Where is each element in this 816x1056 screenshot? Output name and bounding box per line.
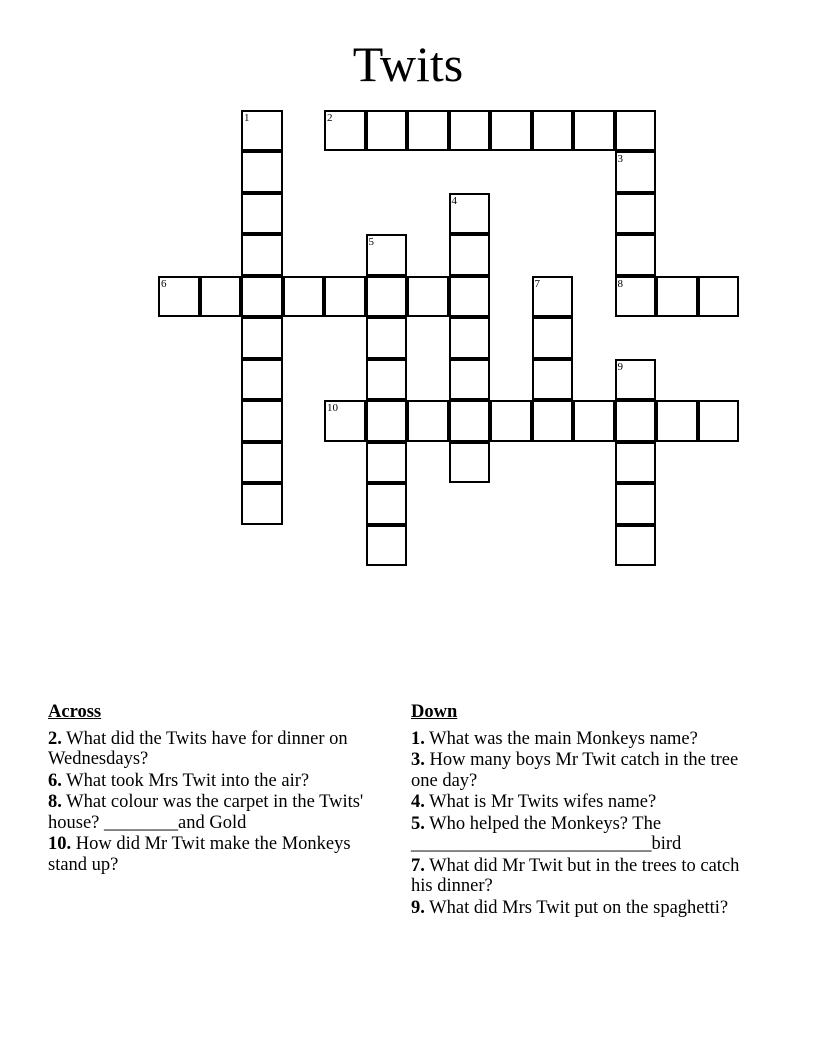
grid-cell[interactable] <box>573 400 615 442</box>
across-clue-8 <box>48 792 378 833</box>
clue-number-label: 7 <box>534 277 540 290</box>
grid-cell[interactable] <box>449 359 491 401</box>
grid-cell[interactable] <box>698 276 740 318</box>
clue-text: What colour was the carpet in the Twits' house? ________and Gold <box>48 792 364 833</box>
grid-cell[interactable] <box>241 234 283 276</box>
clue-text: What was the main Monkeys name? <box>429 728 698 749</box>
clue-number: 7. <box>411 855 425 876</box>
down-clue-9 <box>411 898 756 919</box>
grid-cell[interactable] <box>366 234 408 276</box>
grid-cell[interactable] <box>366 317 408 359</box>
grid-cell[interactable] <box>241 151 283 193</box>
grid-cell[interactable] <box>158 276 200 318</box>
clue-number: 2. <box>48 728 62 749</box>
clue-number: 3. <box>411 750 425 770</box>
puzzle-title: Twits <box>352 36 464 92</box>
across-clue-10 <box>48 834 378 875</box>
clue-number: 8. <box>48 792 62 812</box>
grid-cell[interactable] <box>532 110 574 152</box>
grid-cell[interactable] <box>324 110 366 152</box>
clue-text: What did the Twits have for dinner on Wednesdays? <box>48 728 348 769</box>
clue-text: What did Mr Twit but in the trees to catch his dinner? <box>411 855 740 896</box>
grid-cell[interactable] <box>324 276 366 318</box>
across-clues <box>48 702 378 876</box>
grid-cell[interactable] <box>200 276 242 318</box>
clue-text: What is Mr Twits wifes name? <box>429 792 657 812</box>
grid-cell[interactable] <box>615 442 657 484</box>
clue-number-label: 1 <box>244 111 250 124</box>
grid-cell[interactable] <box>656 276 698 318</box>
clue-number: 1. <box>411 728 425 749</box>
clue-number-label: 6 <box>161 277 167 290</box>
grid-cell[interactable] <box>366 525 408 567</box>
clue-text: How did Mr Twit make the Monkeys stand up? <box>48 834 351 875</box>
grid-cell[interactable] <box>241 400 283 442</box>
clue-number-label: 10 <box>327 402 338 414</box>
grid-cell[interactable] <box>615 400 657 442</box>
clue-text: How many boys Mr Twit catch in the tree one day? <box>411 750 739 791</box>
across-clue-2 <box>48 729 378 770</box>
grid-cell[interactable] <box>241 193 283 235</box>
grid-cell[interactable] <box>615 276 657 318</box>
grid-cell[interactable] <box>366 483 408 525</box>
clue-number: 9. <box>411 897 425 918</box>
grid-cell[interactable] <box>573 110 615 152</box>
grid-cell[interactable] <box>241 483 283 525</box>
grid-cell[interactable] <box>366 442 408 484</box>
grid-cell[interactable] <box>241 442 283 484</box>
grid-cell[interactable] <box>449 234 491 276</box>
grid-cell[interactable] <box>615 193 657 235</box>
grid-cell[interactable] <box>490 400 532 442</box>
grid-cell[interactable] <box>615 483 657 525</box>
clue-number-label: 8 <box>617 277 623 290</box>
grid-cell[interactable] <box>366 110 408 152</box>
grid-cell[interactable] <box>366 359 408 401</box>
grid-cell[interactable] <box>407 276 449 318</box>
grid-cell[interactable] <box>283 276 325 318</box>
grid-cell[interactable] <box>449 193 491 235</box>
down-clues <box>411 702 756 919</box>
down-heading: Down <box>411 702 458 722</box>
grid-cell[interactable] <box>241 110 283 152</box>
grid-cell[interactable] <box>615 359 657 401</box>
clue-number: 6. <box>48 770 62 791</box>
grid-cell[interactable] <box>366 276 408 318</box>
down-clue-3 <box>411 750 756 791</box>
grid-cell[interactable] <box>449 317 491 359</box>
grid-cell[interactable] <box>407 110 449 152</box>
down-clue-7 <box>411 856 756 897</box>
grid-cell[interactable] <box>532 359 574 401</box>
clue-number-label: 2 <box>327 111 333 124</box>
grid-cell[interactable] <box>615 110 657 152</box>
grid-cell[interactable] <box>490 110 532 152</box>
across-clue-6 <box>48 771 378 792</box>
down-clue-5 <box>411 814 756 855</box>
clue-number: 5. <box>411 813 425 834</box>
clue-number-label: 3 <box>617 153 623 165</box>
grid-cell[interactable] <box>532 317 574 359</box>
grid-cell[interactable] <box>241 359 283 401</box>
grid-cell[interactable] <box>449 400 491 442</box>
clue-number-label: 4 <box>451 194 457 207</box>
clue-text: What did Mrs Twit put on the spaghetti? <box>429 897 729 918</box>
clue-number-label: 5 <box>368 236 374 248</box>
grid-cell[interactable] <box>449 276 491 318</box>
down-clue-4 <box>411 792 756 813</box>
grid-cell[interactable] <box>241 276 283 318</box>
clue-number-label: 9 <box>617 360 623 373</box>
grid-cell[interactable] <box>366 400 408 442</box>
clue-number: 4. <box>411 792 425 812</box>
grid-cell[interactable] <box>532 276 574 318</box>
down-clue-1 <box>411 729 756 750</box>
grid-cell[interactable] <box>532 400 574 442</box>
grid-cell[interactable] <box>324 400 366 442</box>
clue-text: What took Mrs Twit into the air? <box>66 770 310 791</box>
across-heading: Across <box>48 702 102 722</box>
grid-cell[interactable] <box>241 317 283 359</box>
grid-cell[interactable] <box>449 110 491 152</box>
grid-cell[interactable] <box>615 234 657 276</box>
grid-cell[interactable] <box>615 151 657 193</box>
clue-number: 10. <box>48 834 72 854</box>
grid-cell[interactable] <box>615 525 657 567</box>
grid-cell[interactable] <box>407 400 449 442</box>
grid-cell[interactable] <box>656 400 698 442</box>
grid-cell[interactable] <box>449 442 491 484</box>
grid-cell[interactable] <box>698 400 740 442</box>
clue-text: Who helped the Monkeys? The __________________________bird <box>411 813 682 854</box>
